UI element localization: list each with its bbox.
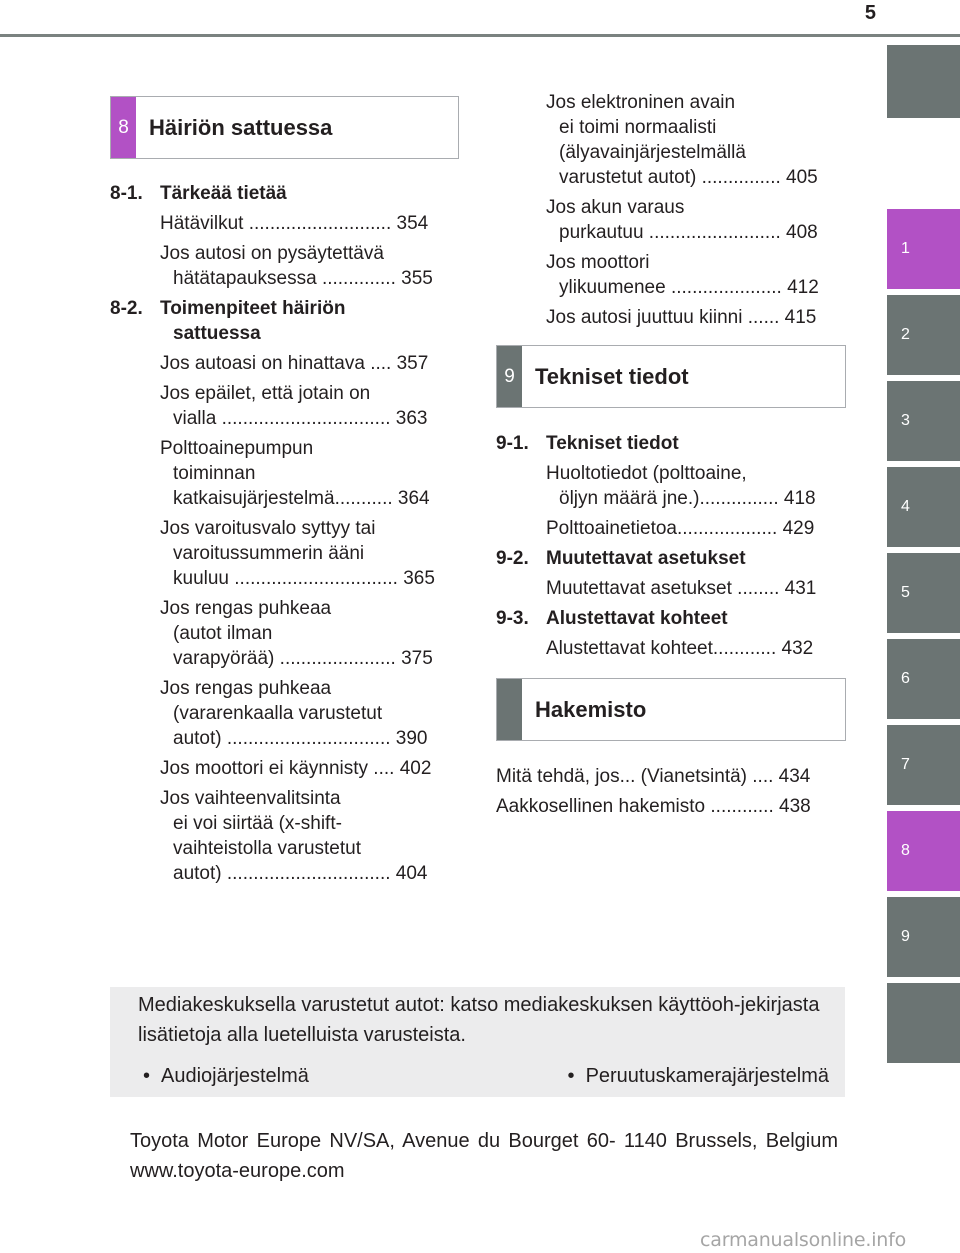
toc-section-title: Toimenpiteet häiriön sattuessa xyxy=(160,298,346,344)
toc-entry[interactable]: Jos autoasi on hinattava .... 357 xyxy=(160,353,429,374)
toc-entry[interactable]: Jos rengas puhkeaa (vararenkaalla varustetut autot) ............................... 390 xyxy=(160,678,428,749)
section-title: Hakemisto xyxy=(535,696,647,722)
toc-entry[interactable]: Polttoainetietoa................... 429 xyxy=(546,518,815,539)
toc-section-title: Muutettavat asetukset xyxy=(546,548,746,569)
toc-section-code: 9-2. xyxy=(496,548,529,569)
section-title: Tekniset tiedot xyxy=(535,363,689,389)
toc-index xyxy=(496,764,836,824)
note-text: Mediakeskuksella varustetut autot: katso mediakeskuksen käyttöoh-jekirjasta lisätietoja alla luetelluista varusteista. xyxy=(138,994,820,1046)
section-header-8 xyxy=(110,96,459,159)
toc-entry[interactable]: Jos akun varaus purkautuu ......................... 408 xyxy=(546,197,818,243)
toc-entry[interactable]: Muutettavat asetukset ........ 431 xyxy=(546,578,817,599)
toc-section-code: 9-3. xyxy=(496,608,529,629)
chapter-tab-4[interactable]: 4 xyxy=(887,467,960,547)
chapter-tab-9[interactable]: 9 xyxy=(887,897,960,977)
publisher-address: Toyota Motor Europe NV/SA, Avenue du Bourget 60- 1140 Brussels, Belgium www.toyota-europe.com xyxy=(130,1130,838,1182)
toc-entry[interactable]: Jos moottori ylikuumenee ..................... 412 xyxy=(546,252,819,298)
note-bullet-camera: • Peruutuskamerajärjestelmä xyxy=(568,1061,829,1091)
note-bullet-audio: • Audiojärjestelmä xyxy=(143,1061,309,1091)
section-header-9 xyxy=(496,345,846,408)
page-number: 5 xyxy=(864,2,876,24)
chapter-tab-1[interactable]: 1 xyxy=(887,209,960,289)
media-note-box xyxy=(110,987,845,1097)
index-entry[interactable]: Mitä tehdä, jos... (Vianetsintä) .... 434 xyxy=(496,766,811,787)
toc-section-heading[interactable] xyxy=(496,431,836,456)
toc-section-title: Alustettavat kohteet xyxy=(546,608,728,629)
chapter-tab-7[interactable]: 7 xyxy=(887,725,960,805)
toc-section-code: 8-1. xyxy=(110,183,143,204)
section-number: 9 xyxy=(497,346,522,407)
toc-entry[interactable]: Hätävilkut ........................... 354 xyxy=(160,213,429,234)
section-number xyxy=(497,679,522,740)
toc-section-heading[interactable] xyxy=(496,546,836,571)
toc-entry[interactable]: Jos moottori ei käynnisty .... 402 xyxy=(160,758,432,779)
toc-entry[interactable]: Jos autosi juuttuu kiinni ...... 415 xyxy=(546,307,817,328)
chapter-tab-6[interactable]: 6 xyxy=(887,639,960,719)
toc-right-middle xyxy=(496,431,836,666)
toc-section-heading[interactable] xyxy=(110,181,450,206)
chapter-tab-blank[interactable] xyxy=(887,983,960,1040)
toc-entry[interactable]: Huoltotiedot (polttoaine, öljyn määrä jne.)............... 418 xyxy=(546,463,816,509)
section-header-index xyxy=(496,678,846,741)
watermark: carmanualsonline.info xyxy=(700,1229,907,1251)
toc-entry[interactable]: Jos rengas puhkeaa (autot ilman varapyörää) ...................... 375 xyxy=(160,598,433,669)
toc-section-heading[interactable] xyxy=(110,296,450,346)
index-entry[interactable]: Aakkosellinen hakemisto ............ 438 xyxy=(496,796,811,817)
header-rule xyxy=(0,34,960,37)
chapter-tab-2[interactable]: 2 xyxy=(887,295,960,375)
toc-right-top xyxy=(496,90,836,335)
toc-section-code: 8-2. xyxy=(110,298,143,319)
toc-section-title: Tärkeää tietää xyxy=(160,183,287,204)
toc-entry[interactable]: Jos varoitusvalo syttyy tai varoitussummerin ääni kuuluu ............................... 365 xyxy=(160,518,435,589)
chapter-tab-blank[interactable] xyxy=(887,45,960,118)
chapter-tab-blank[interactable] xyxy=(887,1040,960,1063)
chapter-tab-5[interactable]: 5 xyxy=(887,553,960,633)
chapter-tab-8[interactable]: 8 xyxy=(887,811,960,891)
toc-entry[interactable]: Jos epäilet, että jotain on vialla ................................ 363 xyxy=(160,383,428,429)
chapter-tab-3[interactable]: 3 xyxy=(887,381,960,461)
toc-entry[interactable]: Jos autosi on pysäytettävä hätätapauksessa .............. 355 xyxy=(160,243,433,289)
toc-section-code: 9-1. xyxy=(496,433,529,454)
toc-section-heading[interactable] xyxy=(496,606,836,631)
toc-entry[interactable]: Jos elektroninen avain ei toimi normaalisti (älyavainjärjestelmällä varustetut autot) ............... 405 xyxy=(546,92,818,188)
toc-left-column xyxy=(110,181,450,891)
section-number: 8 xyxy=(111,97,136,158)
toc-entry[interactable]: Alustettavat kohteet............ 432 xyxy=(546,638,814,659)
section-title: Häiriön sattuessa xyxy=(149,114,333,140)
toc-section-title: Tekniset tiedot xyxy=(546,433,679,454)
toc-entry[interactable]: Polttoainepumpun toiminnan katkaisujärjestelmä........... 364 xyxy=(160,438,430,509)
toc-entry[interactable]: Jos vaihteenvalitsinta ei voi siirtää (x-shift- vaihteistolla varustetut autot) ............................... 404 xyxy=(160,788,428,884)
